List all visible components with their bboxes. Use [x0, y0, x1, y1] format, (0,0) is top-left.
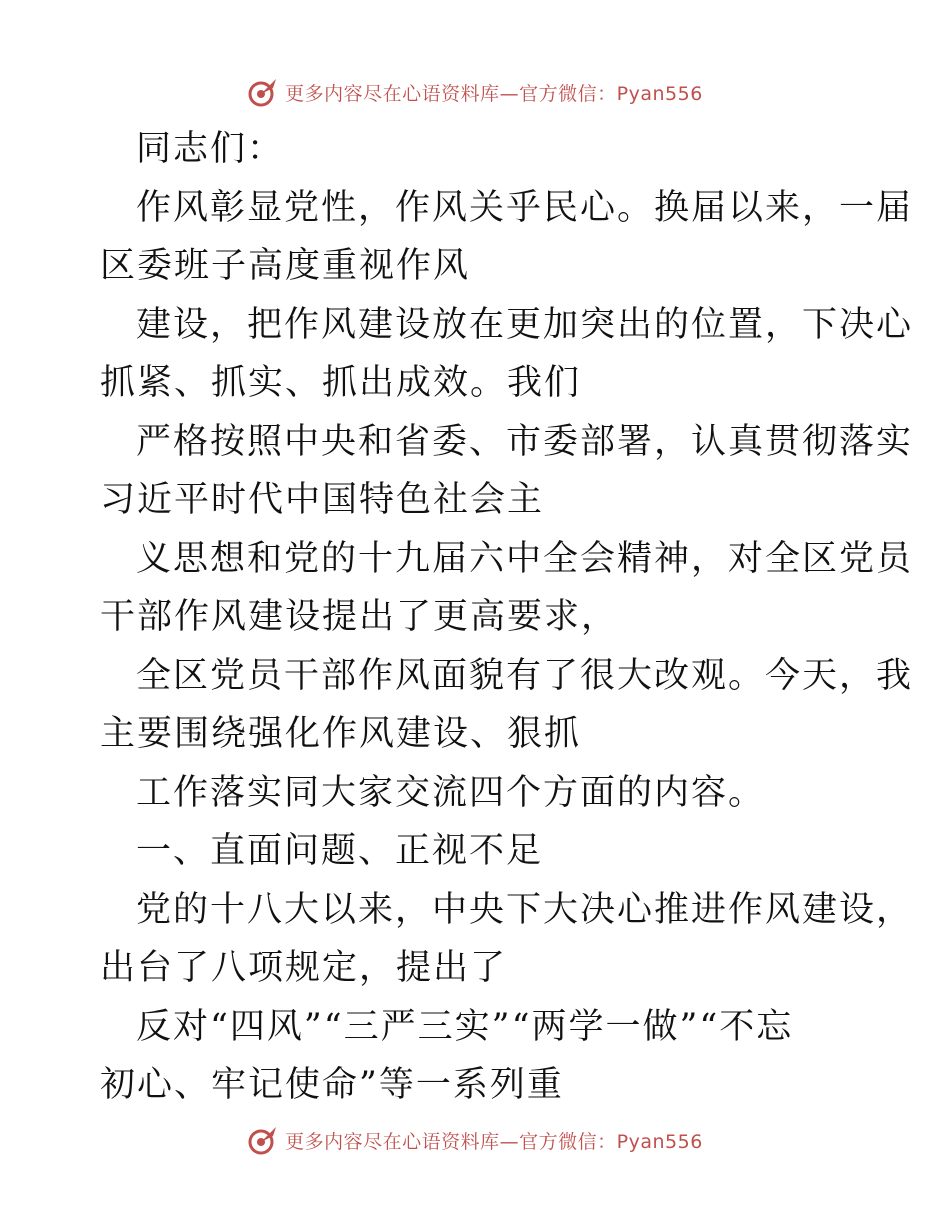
- watermark-footer: [0, 1120, 950, 1160]
- text-line: 区委班子高度重视作风: [100, 246, 471, 286]
- text-line: 工作落实同大家交流四个方面的内容。: [136, 772, 766, 813]
- watermark-text: 更多内容尽在心语资料库—官方微信：Pyan556: [285, 82, 703, 105]
- text-line: 同志们：: [136, 129, 285, 169]
- text-line: 反对“四风”“三严三实”“两学一做”“不忘: [136, 1006, 794, 1047]
- text-line: 严格按照中央和省委、市委部署，认真贯彻落实: [136, 421, 914, 462]
- text-line: 初心、牢记使命”等一系列重: [100, 1065, 564, 1105]
- document-body: [100, 120, 914, 1115]
- text-line: 建设，把作风建设放在更加突出的位置，下决心: [136, 304, 914, 345]
- text-line: 义思想和党的十九届六中全会精神，对全区党员: [136, 538, 914, 579]
- text-line: 抓紧、抓实、抓出成效。我们: [100, 363, 582, 403]
- quill-logo-icon: [247, 76, 279, 108]
- text-line: 主要围绕强化作风建设、狠抓: [100, 714, 582, 754]
- text-line: 出台了八项规定，提出了: [100, 948, 508, 988]
- watermark-header: [0, 72, 950, 112]
- watermark-text: 更多内容尽在心语资料库—官方微信：Pyan556: [285, 1130, 703, 1153]
- text-line: 习近平时代中国特色社会主: [100, 480, 545, 520]
- text-line: 作风彰显党性，作风关乎民心。换届以来，一届: [136, 187, 914, 228]
- text-line: 党的十八大以来，中央下大决心推进作风建设，: [136, 889, 914, 930]
- quill-logo-icon: [247, 1124, 279, 1156]
- text-line: 一、直面问题、正视不足: [136, 831, 544, 871]
- text-line: 干部作风建设提出了更高要求，: [100, 597, 619, 637]
- text-line: 全区党员干部作风面貌有了很大改观。今天，我: [136, 655, 914, 696]
